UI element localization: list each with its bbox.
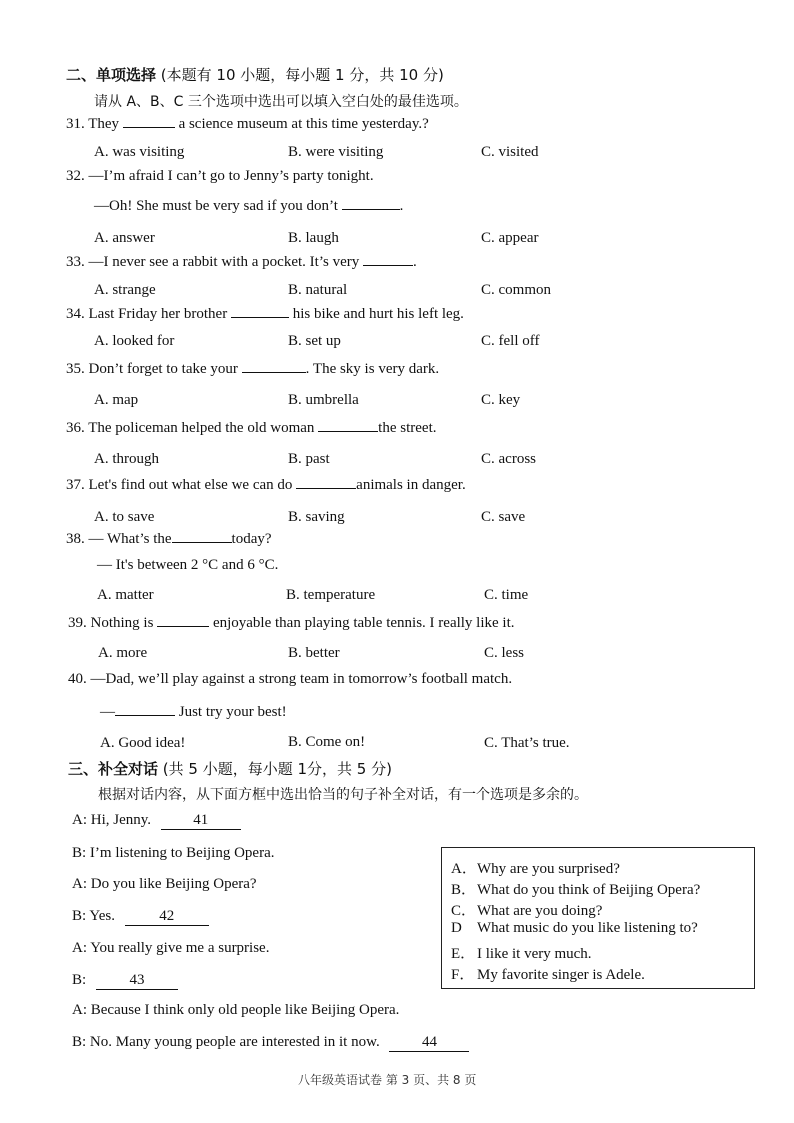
question-text: his bike and hurt his left leg. xyxy=(292,306,464,322)
question-text: today? xyxy=(231,531,272,547)
dialogue-text: B: xyxy=(72,972,87,988)
option-b[interactable]: B. Come on! xyxy=(288,734,366,750)
option-c[interactable]: C. fell off xyxy=(481,333,540,349)
option-c[interactable]: C. That’s true. xyxy=(484,735,570,751)
section3-header xyxy=(68,758,392,779)
question-number: 34. xyxy=(66,306,85,322)
question-number: 36. xyxy=(66,420,85,436)
dialogue-line: B: I’m listening to Beijing Opera. xyxy=(72,845,275,861)
answer-blank[interactable] xyxy=(123,126,175,128)
question-text: —I’m afraid I can’t go to Jenny’s party tonight. xyxy=(88,168,374,184)
dialogue-line xyxy=(72,1034,469,1052)
option-text: Why are you surprised? xyxy=(477,861,620,877)
option-a[interactable]: A. through xyxy=(94,451,159,467)
question-text: a science museum at this time yesterday.? xyxy=(178,116,429,132)
question-38 xyxy=(66,531,272,548)
option-a[interactable]: A. matter xyxy=(97,587,154,603)
dialogue-line xyxy=(72,908,209,926)
option-c[interactable]: C. across xyxy=(481,451,536,467)
option-a[interactable]: A. to save xyxy=(94,509,155,525)
question-33 xyxy=(66,254,417,271)
option-letter: C． xyxy=(451,903,477,919)
question-32 xyxy=(66,168,374,185)
question-text: The policeman helped the old woman xyxy=(88,420,315,436)
question-text: Just try your best! xyxy=(178,704,287,720)
question-text: . xyxy=(412,254,417,270)
question-34 xyxy=(66,306,464,323)
dialogue-line: A: Do you like Beijing Opera? xyxy=(72,876,257,892)
option-text: I like it very much. xyxy=(477,946,592,962)
question-text: Nothing is xyxy=(90,615,154,631)
dialogue-line xyxy=(72,972,178,990)
option-letter: A． xyxy=(451,861,477,877)
question-37 xyxy=(66,477,466,494)
answer-blank[interactable] xyxy=(242,371,306,373)
question-number: 38. xyxy=(66,531,85,547)
option-letter: D xyxy=(451,920,462,936)
question-text: — xyxy=(100,704,115,720)
question-text: enjoyable than playing table tennis. I really like it. xyxy=(212,615,515,631)
question-35 xyxy=(66,361,439,378)
answer-blank[interactable]: 41 xyxy=(161,812,241,830)
question-text: They xyxy=(88,116,120,132)
answer-blank[interactable] xyxy=(318,430,378,432)
option-b[interactable]: B. umbrella xyxy=(288,392,359,408)
question-text: animals in danger. xyxy=(356,477,466,493)
answer-blank[interactable]: 42 xyxy=(125,908,209,926)
question-text: — What’s the xyxy=(88,531,172,547)
question-text: . xyxy=(399,198,404,214)
option-c[interactable]: C. common xyxy=(481,282,551,298)
option-c[interactable]: C. less xyxy=(484,645,525,661)
option-text: What do you think of Beijing Opera? xyxy=(477,882,701,898)
section2-header xyxy=(66,64,444,85)
question-39 xyxy=(68,615,515,632)
answer-blank[interactable]: 44 xyxy=(389,1034,469,1052)
option-a[interactable]: A. was visiting xyxy=(94,144,185,160)
option-item[interactable] xyxy=(451,857,620,878)
answer-blank[interactable] xyxy=(172,541,232,543)
question-text: the street. xyxy=(378,420,437,436)
section2-instruction: 请从 A、B、C 三个选项中选出可以填入空白处的最佳选项。 xyxy=(94,94,468,110)
option-c[interactable]: C. appear xyxy=(481,230,539,246)
option-c[interactable]: C. visited xyxy=(481,144,539,160)
option-b[interactable]: B. past xyxy=(288,451,330,467)
question-text: Don’t forget to take your xyxy=(88,361,238,377)
dialogue-line: A: You really give me a surprise. xyxy=(72,940,270,956)
option-c[interactable]: C. time xyxy=(484,587,529,603)
dialogue-line xyxy=(72,812,241,830)
option-b[interactable]: B. temperature xyxy=(286,587,376,603)
option-text: My favorite singer is Adele. xyxy=(477,967,645,983)
answer-blank[interactable]: 43 xyxy=(96,972,178,990)
question-40-line2 xyxy=(100,704,287,721)
question-text: —Oh! She must be very sad if you don’t xyxy=(94,198,338,214)
dialogue-line: A: Because I think only old people like Beijing Opera. xyxy=(72,1002,400,1018)
option-b[interactable]: B. better xyxy=(288,645,340,661)
option-letter: E． xyxy=(451,946,476,962)
option-b[interactable]: B. saving xyxy=(288,509,345,525)
question-text: . The sky is very dark. xyxy=(305,361,440,377)
question-40 xyxy=(68,671,512,688)
option-a[interactable]: A. looked for xyxy=(94,333,175,349)
option-letter: F． xyxy=(451,967,475,983)
option-text: What music do you like listening to? xyxy=(477,920,698,936)
answer-blank[interactable] xyxy=(296,487,356,489)
question-number: 33. xyxy=(66,254,85,270)
dialogue-text: B: No. Many young people are interested in it now. xyxy=(72,1034,380,1050)
dialogue-text: A: Hi, Jenny. xyxy=(72,812,152,828)
question-32-line2 xyxy=(94,198,403,215)
option-item[interactable] xyxy=(451,963,645,984)
section2-note: (本题有 10 小题，每小题 1 分，共 10 分) xyxy=(160,66,444,84)
page-footer: 八年级英语试卷 第 3 页、共 8 页 xyxy=(298,1073,477,1087)
section3-note: (共 5 小题，每小题 1分，共 5 分) xyxy=(162,760,392,778)
option-item[interactable] xyxy=(451,878,700,899)
question-text: Last Friday her brother xyxy=(88,306,228,322)
question-number: 31. xyxy=(66,116,85,132)
option-b[interactable]: B. laugh xyxy=(288,230,339,246)
answer-blank[interactable] xyxy=(342,208,400,210)
option-b[interactable]: B. natural xyxy=(288,282,348,298)
option-a[interactable]: A. answer xyxy=(94,230,155,246)
question-number: 35. xyxy=(66,361,85,377)
option-letter: B． xyxy=(451,882,477,898)
dialogue-text: B: Yes. xyxy=(72,908,115,924)
question-text: —I never see a rabbit with a pocket. It’s very xyxy=(88,254,360,270)
option-a[interactable]: A. map xyxy=(94,392,139,408)
option-b[interactable]: B. were visiting xyxy=(288,144,384,160)
option-c[interactable]: C. key xyxy=(481,392,521,408)
question-text: —Dad, we’ll play against a strong team in tomorrow’s football match. xyxy=(90,671,513,687)
option-item[interactable] xyxy=(451,942,592,963)
answer-blank[interactable] xyxy=(115,714,175,716)
question-number: 37. xyxy=(66,477,85,493)
question-number: 40. xyxy=(68,671,87,687)
option-b[interactable]: B. set up xyxy=(288,333,341,349)
answer-blank[interactable] xyxy=(157,625,209,627)
question-36 xyxy=(66,420,436,437)
section3-instruction: 根据对话内容，从下面方框中选出恰当的句子补全对话，有一个选项是多余的。 xyxy=(98,787,588,803)
question-31 xyxy=(66,116,429,133)
section2-title: 二、单项选择 xyxy=(66,66,157,84)
question-text: Let's find out what else we can do xyxy=(88,477,293,493)
answer-blank[interactable] xyxy=(231,316,289,318)
section3-title: 三、补全对话 xyxy=(68,760,159,778)
question-number: 32. xyxy=(66,168,85,184)
option-item[interactable] xyxy=(451,920,698,937)
answer-blank[interactable] xyxy=(363,264,413,266)
option-a[interactable]: A. strange xyxy=(94,282,156,298)
option-text: What are you doing? xyxy=(477,903,603,919)
question-38-answer-line: — It's between 2 °C and 6 °C. xyxy=(97,557,279,573)
option-a[interactable]: A. more xyxy=(98,645,148,661)
option-c[interactable]: C. save xyxy=(481,509,526,525)
option-a[interactable]: A. Good idea! xyxy=(100,735,186,751)
option-item[interactable] xyxy=(451,899,602,920)
question-number: 39. xyxy=(68,615,87,631)
